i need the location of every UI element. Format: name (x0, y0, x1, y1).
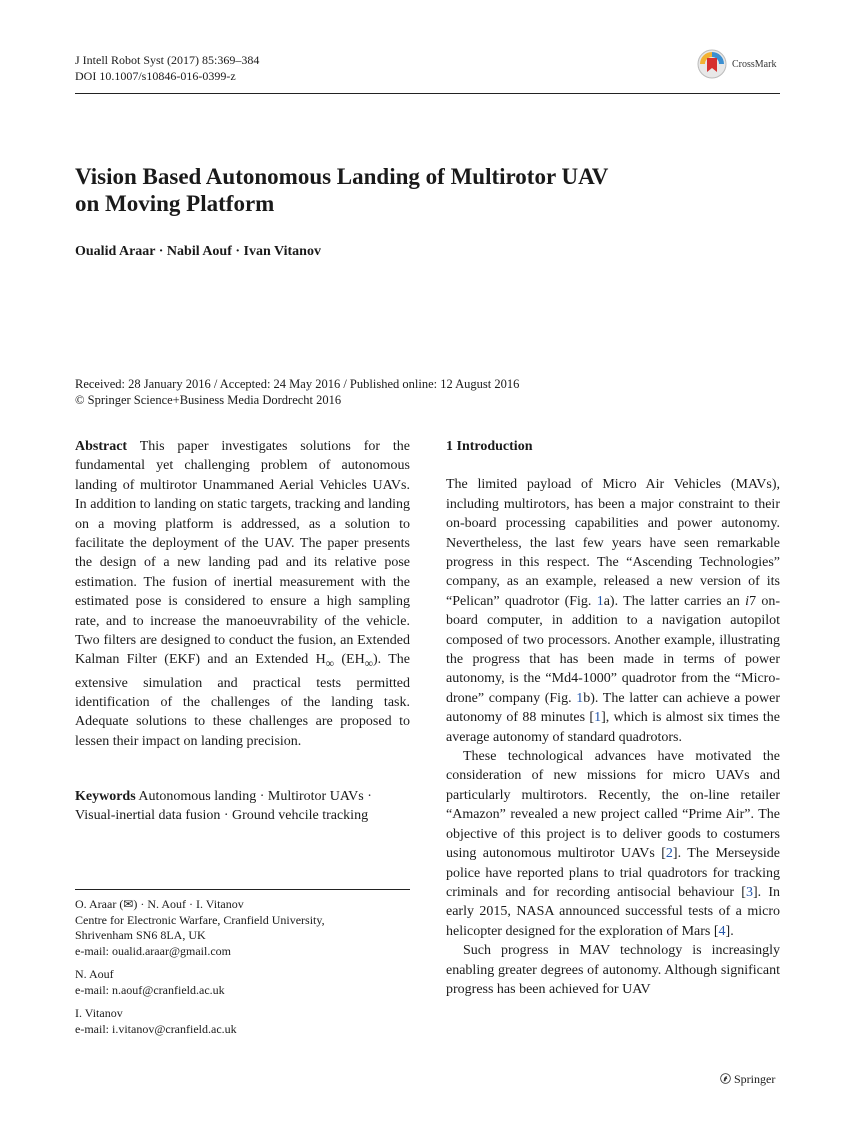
paragraph-text: ], which is almost six times the average autonomy of standard quadrotors. (446, 710, 780, 745)
crossmark-label: CrossMark (732, 59, 777, 70)
title-line-2: on Moving Platform (75, 191, 275, 216)
affiliation-address: Shrivenham SN6 8LA, UK (75, 928, 206, 942)
paragraph-text: The limited payload of Micro Air Vehicles (MAVs), including multirotors, has been a major constraint to their on-board processing capabilities and power autonomy. Nevertheless, the last few years have seen remarkable progress in this respect. The “Ascending Technologies” company, as an example, released a new version of its “Pelican” quadrotor (Fig. (446, 477, 780, 609)
journal-citation (75, 52, 259, 84)
email-link[interactable]: e-mail: n.aouf@cranfield.ac.uk (75, 982, 225, 997)
keywords-label: Keywords (75, 789, 136, 804)
journal-line-1: J Intell Robot Syst (2017) 85:369–384 (75, 53, 260, 67)
infinity-subscript: ∞ (364, 657, 373, 671)
paragraph-text: 7 on-board computer, in addition to a navigation autopilot composed of two processors. Another example, illustrating the progress that has been made in terms of power autonomy, is the “Md4-1000” quadrotor from the “Micro-drone” company (Fig. (446, 593, 780, 706)
paragraph-text: a). The latter carries an (603, 593, 746, 609)
section-heading: 1 Introduction (446, 439, 533, 454)
publisher-name: Springer (734, 1072, 776, 1086)
received-line: Received: 28 January 2016 / Accepted: 24 May 2016 / Published online: 12 August 2016 (75, 377, 520, 391)
paper-title (75, 163, 775, 217)
infinity-subscript: ∞ (325, 657, 335, 671)
citation-link[interactable]: 2 (665, 846, 673, 862)
crossmark-badge[interactable] (697, 49, 792, 83)
footnote-rule (75, 889, 410, 890)
copyright-line: © Springer Science+Business Media Dordrecht 2016 (75, 393, 342, 407)
email-link[interactable]: e-mail: oualid.araar@gmail.com (75, 943, 231, 958)
doi-line[interactable]: DOI 10.1007/s10846-016-0399-z (75, 69, 236, 83)
author-list: Oualid Araar · Nabil Aouf · Ivan Vitanov (75, 244, 321, 259)
citation-link[interactable]: 3 (745, 884, 753, 900)
affiliation-author: N. Aouf (75, 967, 114, 981)
publication-dates (75, 376, 519, 408)
abstract (75, 437, 410, 751)
abstract-text-3: ). The extensive simulation and practical tests permitted identification of the challenges of the landing task. Adequate solutions to these challenges are proposed to lessen their impact on landing precision. (75, 652, 410, 749)
citation-link[interactable]: 1 (594, 710, 602, 726)
paragraph-text: ]. The Merseyside police have reported plans to trial quadrotors for tracking criminals and for recording antisocial behaviour [ (446, 846, 780, 900)
springer-horse-icon (720, 1073, 731, 1084)
affiliation-institution: Centre for Electronic Warfare, Cranfield University, (75, 912, 325, 927)
paragraph-text: ]. In early 2015, NASA announced successful tests of a micro helicopter designed for the exploration of Mars [ (446, 884, 780, 939)
figure-ref-link[interactable]: 1 (576, 690, 584, 706)
publisher-logo (720, 1072, 775, 1087)
abstract-text-2: (EH (334, 652, 365, 668)
affiliation-authors: O. Araar (✉) · N. Aouf · I. Vitanov (75, 897, 244, 911)
affiliation-block-3 (75, 1006, 415, 1037)
affiliation-block-1 (75, 897, 415, 959)
paragraph-text: These technological advances have motivated the consideration of new missions for micro UAVs and particularly multirotors. Recently, the on-line retailer “Amazon” revealed a new project called “Prime Air”. The objective of this project is to deliver goods to costumers using autonomous multirotor UAVs [ (446, 749, 780, 862)
italic-i: i (745, 593, 750, 609)
intro-paragraph-1 (446, 475, 780, 747)
intro-paragraph-3: Such progress in MAV technology is increasingly enabling greater degrees of autonomy. Although significant progress has been achieved for UAV (446, 943, 780, 997)
keywords-text: Autonomous landing · Multirotor UAVs · Visual-inertial data fusion · Ground vehcile tracking (75, 789, 372, 824)
abstract-label: Abstract (75, 439, 128, 454)
abstract-text-1: This paper investigates solutions for the fundamental yet challenging problem of autonomous landing of multirotor Unammaned Aerial Vehicles UAVs. In addition to landing on static targets, tracking and landing on a moving platform is addressed, as a solution to facilitate the deployment of the UAV. The paper presents the design of a new landing pad and its relative pose estimation. The fusion of inertial measurement with the estimated pose is considered to ensure a high sampling rate, and to increase the manoeuvrability of the vehicle. Two filters are designed to conduct the fusion, an Extended Kalman Filter (EKF) and an Extended H (75, 439, 410, 668)
affiliation-author: I. Vitanov (75, 1006, 123, 1020)
paragraph-text: b). The latter can achieve a power autonomy of 88 minutes [ (446, 690, 780, 726)
paragraph-text: ]. (725, 923, 734, 939)
crossmark-icon (697, 49, 727, 79)
introduction-section (446, 437, 780, 999)
citation-link[interactable]: 4 (718, 923, 726, 939)
intro-paragraph-2 (446, 747, 780, 941)
affiliation-block-2 (75, 967, 415, 998)
title-line-1: Vision Based Autonomous Landing of Multirotor UAV (75, 164, 609, 189)
figure-ref-link[interactable]: 1 (596, 593, 604, 609)
keywords (75, 787, 410, 826)
header-rule (75, 93, 780, 94)
email-link[interactable]: e-mail: i.vitanov@cranfield.ac.uk (75, 1021, 237, 1036)
